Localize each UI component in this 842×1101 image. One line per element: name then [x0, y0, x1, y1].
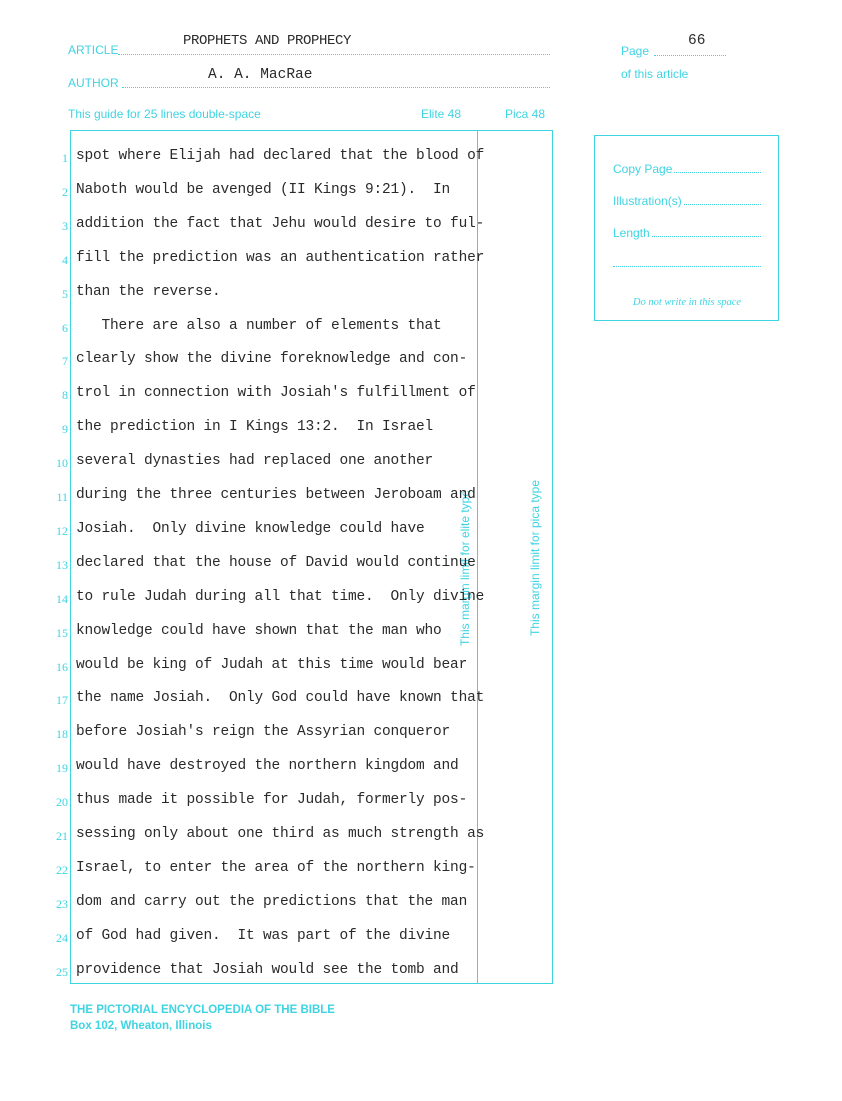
- manuscript-line: during the three centuries between Jeroboam and: [76, 487, 476, 503]
- line-number: 9: [62, 422, 68, 437]
- pica-margin-line: [552, 130, 553, 983]
- line-number: 2: [62, 184, 68, 199]
- manuscript-line: to rule Judah during all that time. Only divine: [76, 588, 485, 605]
- article-label: ARTICLE: [68, 43, 119, 57]
- line-number: 11: [56, 490, 68, 504]
- line-number: 12: [56, 523, 68, 538]
- publisher-address: Box 102, Wheaton, Illinois: [70, 1020, 212, 1032]
- author-label: AUTHOR: [68, 76, 119, 90]
- illustrations-label: Illustration(s): [613, 194, 682, 208]
- manuscript-line: declared that the house of David would continue: [76, 554, 476, 571]
- manuscript-line: There are also a number of elements that: [76, 317, 442, 334]
- top-rule: [70, 130, 553, 131]
- manuscript-line: fill the prediction was an authentication rather: [76, 249, 485, 266]
- length-label: Length: [613, 226, 650, 240]
- blank-line: [613, 266, 761, 267]
- line-number: 15: [56, 625, 68, 640]
- manuscript-line: the name Josiah. Only God could have known that: [76, 690, 485, 707]
- publisher-name: THE PICTORIAL ENCYCLOPEDIA OF THE BIBLE: [70, 1004, 335, 1016]
- line-number: 4: [62, 252, 68, 267]
- line-number: 6: [62, 320, 68, 335]
- line-number: 3: [62, 218, 68, 233]
- line-number: 10: [56, 456, 68, 471]
- line-number: 13: [56, 557, 68, 572]
- manuscript-line: several dynasties had replaced one another: [76, 453, 434, 470]
- line-number: 7: [62, 354, 68, 369]
- manuscript-line: sessing only about one third as much strength as: [76, 826, 485, 842]
- line-number: 25: [56, 964, 68, 979]
- bottom-rule: [70, 983, 553, 984]
- line-number: 16: [56, 659, 68, 674]
- copy-page-field: [613, 162, 761, 176]
- line-number: 20: [56, 795, 68, 810]
- author-name: A. A. MacRae: [208, 67, 313, 83]
- manuscript-line: spot where Elijah had declared that the blood of: [76, 148, 485, 164]
- page-number: 66: [688, 33, 706, 49]
- page-line: [654, 55, 726, 56]
- elite-label: Elite 48: [421, 107, 462, 121]
- guide-text: This guide for 25 lines double-space: [68, 107, 261, 121]
- author-line: [122, 87, 550, 88]
- line-number: 24: [56, 930, 68, 945]
- manuscript-line: Israel, to enter the area of the northern king-: [76, 859, 476, 876]
- page-label: Page: [621, 44, 650, 58]
- article-title: PROPHETS AND PROPHECY: [183, 33, 352, 49]
- manuscript-line: providence that Josiah would see the tomb and: [76, 961, 459, 978]
- line-number: 21: [56, 829, 68, 843]
- manuscript-line: Naboth would be avenged (II Kings 9:21). In: [76, 181, 451, 198]
- left-margin-line: [70, 130, 71, 983]
- line-number: 14: [56, 591, 68, 606]
- of-article-label: of this article: [621, 67, 689, 81]
- line-number: 22: [56, 862, 68, 877]
- manuscript-line: would have destroyed the northern kingdom and: [76, 758, 459, 775]
- illustrations-field: [613, 194, 761, 208]
- pica-label: Pica 48: [505, 107, 546, 121]
- panel-note: Do not write in this space: [632, 297, 742, 308]
- manuscript-line: addition the fact that Jehu would desire to ful-: [76, 215, 485, 232]
- manuscript-line: clearly show the divine foreknowledge and con-: [76, 351, 468, 368]
- length-field: [613, 226, 761, 240]
- line-number: 8: [62, 388, 68, 403]
- elite-margin-label: This margin limit for elite type: [458, 489, 472, 647]
- article-line: [118, 54, 550, 55]
- line-number: 23: [56, 896, 68, 911]
- manuscript-line: knowledge could have shown that the man who: [76, 622, 442, 639]
- line-number: 5: [62, 286, 68, 301]
- line-number: 17: [56, 693, 68, 708]
- manuscript-line: the prediction in I Kings 13:2. In Israel: [76, 419, 434, 436]
- manuscript-line: of God had given. It was part of the divine: [76, 927, 451, 944]
- manuscript-line: dom and carry out the predictions that the man: [76, 893, 468, 910]
- copy-page-label: Copy Page: [613, 162, 673, 176]
- manuscript-line: before Josiah's reign the Assyrian conqueror: [76, 724, 451, 741]
- manuscript-line: thus made it possible for Judah, formerly pos-: [76, 792, 468, 809]
- manuscript-line: would be king of Judah at this time would bear: [76, 656, 468, 673]
- manuscript-line: than the reverse.: [76, 283, 221, 300]
- line-number: 1: [62, 151, 68, 165]
- manuscript-line: Josiah. Only divine knowledge could have: [76, 520, 425, 537]
- manuscript-line: trol in connection with Josiah's fulfillment of: [76, 385, 476, 402]
- line-number: 18: [56, 727, 68, 742]
- pica-margin-label: This margin limit for pica type: [528, 479, 542, 637]
- line-number: 19: [56, 761, 68, 776]
